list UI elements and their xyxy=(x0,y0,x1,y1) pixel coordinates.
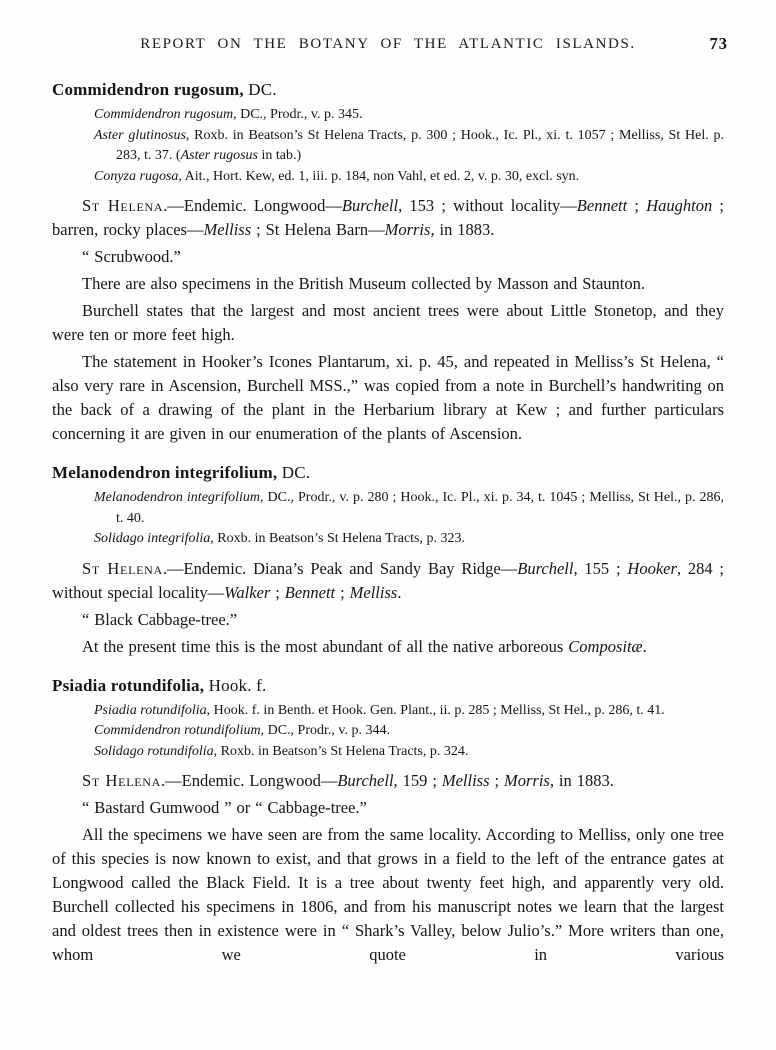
species-section-melanodendron-integrifolium xyxy=(52,463,724,659)
synonym-citation: Commidendron rotundifolium, DC., Prodr., v. p. 344. xyxy=(94,723,390,738)
vernacular-name-paragraph: “ Black Cabbage-tree.” xyxy=(82,609,238,629)
species-heading: Melanodendron integrifolium, DC. xyxy=(52,463,311,482)
species-heading: Psiadia rotundifolia, Hook. f. xyxy=(52,675,267,695)
page-header xyxy=(52,34,728,56)
body-paragraph: Burchell states that the largest and most ancient trees were about Little Stonetop, and they were ten or more feet high. xyxy=(52,301,724,344)
synonymy-block xyxy=(52,488,724,550)
body-paragraph: All the specimens we have seen are from the same locality. According to Melliss, only one tree of this species is now known to exist, and that grows in a field to the left of the entrance gates at Longwood called the Black Field. It is a tree about twenty feet high, and apparently very old. Burchell collected his specimens in 1806, and from his manuscript notes we learn that the largest and oldest trees then in existence were in “ Shark’s Valley, below Julio’s.” More writers than one, whom we quote in various xyxy=(52,825,724,964)
synonym-citation: Solidago integrifolia, Roxb. in Beatson’s St Helena Tracts, p. 323. xyxy=(94,531,466,546)
running-header-title: REPORT ON THE BOTANY OF THE ATLANTIC ISLANDS. xyxy=(140,36,636,52)
synonym-citation: Commidendron rugosum, DC., Prodr., v. p. 345. xyxy=(94,107,363,122)
body-paragraph: The statement in Hooker’s Icones Plantarum, xi. p. 45, and repeated in Melliss’s St Helena, “ also very rare in Ascension, Burchell MSS.,” was copied from a note in Burchell’s handwriting on the back of a drawing of the plant in the Herbarium library at Kew ; and further particulars concerning it are given in our enumeration of the plants of Ascension. xyxy=(52,352,724,443)
body-paragraph: There are also specimens in the British Museum collected by Masson and Staunton. xyxy=(82,274,645,293)
page-number: 73 xyxy=(709,34,728,53)
body-paragraph: At the present time this is the most abundant of all the native arboreous Compositæ. xyxy=(82,636,647,656)
species-section-commidendron-rugosum xyxy=(52,80,724,446)
synonym-citation: Aster glutinosus, Roxb. in Beatson’s St Helena Tracts, p. 300 ; Hook., Ic. Pl., xi. t. 1057 ; Melliss, St Hel. p. 283, t. 37. (Aster rugosus in tab.) xyxy=(94,127,725,163)
synonymy-block xyxy=(52,105,724,187)
synonym-citation: Solidago rotundifolia, Roxb. in Beatson’s St Helena Tracts, p. 324. xyxy=(94,743,469,759)
synonym-citation: Conyza rugosa, Ait., Hort. Kew, ed. 1, iii. p. 184, non Vahl, et ed. 2, v. p. 30, excl. syn. xyxy=(94,168,580,184)
locality-paragraph: St Helena.—Endemic. Longwood—Burchell, 159 ; Melliss ; Morris, in 1883. xyxy=(82,771,614,790)
synonym-citation: Melanodendron integrifolium, DC., Prodr., v. p. 280 ; Hook., Ic. Pl., xi. p. 34, t. 1045 ; Melliss, St Hel., p. 286, t. 40. xyxy=(94,490,724,526)
locality-paragraph: St Helena.—Endemic. Longwood—Burchell, 153 ; without locality—Bennett ; Haughton ; barren, rocky places—Melliss ; St Helena Barn—Morris, in 1883. xyxy=(52,196,725,239)
vernacular-name-paragraph: “ Scrubwood.” xyxy=(82,247,181,266)
locality-paragraph: St Helena.—Endemic. Diana’s Peak and Sandy Bay Ridge—Burchell, 155 ; Hooker, 284 ; without special locality—Walker ; Bennett ; Melliss. xyxy=(52,558,724,602)
synonymy-block xyxy=(52,701,724,763)
species-heading: Commidendron rugosum, DC. xyxy=(52,80,277,99)
synonym-citation: Psiadia rotundifolia, Hook. f. in Benth. et Hook. Gen. Plant., ii. p. 285 ; Melliss, St Hel., p. 286, t. 41. xyxy=(94,702,665,718)
species-section-psiadia-rotundifolia xyxy=(52,676,724,968)
vernacular-name-paragraph: “ Bastard Gumwood ” or “ Cabbage-tree.” xyxy=(82,798,367,817)
